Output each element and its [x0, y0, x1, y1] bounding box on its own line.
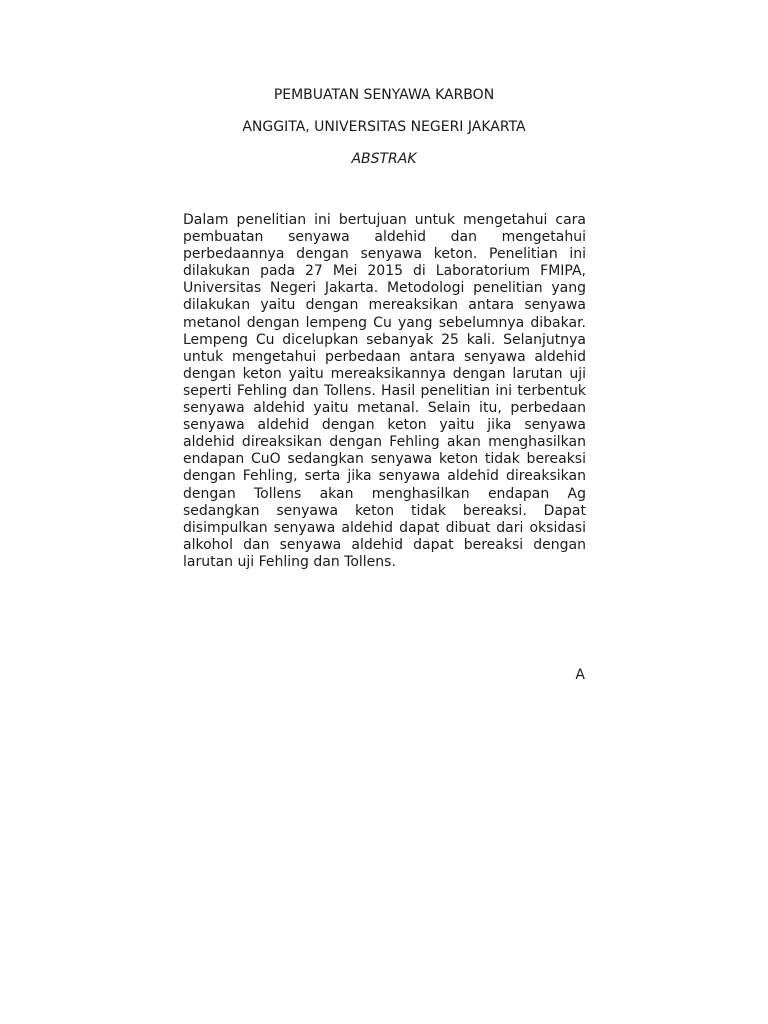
trailing-letter: A	[575, 667, 585, 683]
abstract-paragraph: Dalam penelitian ini bertujuan untuk mengetahui cara pembuatan senyawa aldehid dan mengetahui perbedaannya dengan senyawa keton. Penelitian ini dilakukan pada 27 Mei 2015 di Laboratorium FMIPA, Universitas Negeri Jakarta. Metodologi penelitian yang dilakukan yaitu dengan mereaksikan antara senyawa metanol dengan lempeng Cu yang sebelumnya dibakar. Lempeng Cu dicelupkan sebanyak 25 kali. Selanjutnya untuk mengetahui perbedaan antara senyawa aldehid dengan keton yaitu mereaksikannya dengan larutan uji seperti Fehling dan Tollens. Hasil penelitian ini terbentuk senyawa aldehid yaitu metanal. Selain itu, perbedaan senyawa aldehid dengan keton yaitu jika senyawa aldehid direaksikan dengan Fehling akan menghasilkan endapan CuO sedangkan senyawa keton tidak bereaksi dengan Fehling, serta jika senyawa aldehid direaksikan dengan Tollens akan menghasilkan endapan Ag sedangkan senyawa keton tidak bereaksi. Dapat disimpulkan senyawa aldehid dapat dibuat dari oksidasi alkohol dan senyawa aldehid dapat bereaksi dengan larutan uji Fehling dan Tollens.	[183, 212, 586, 570]
author-affiliation: ANGGITA, UNIVERSITAS NEGERI JAKARTA	[242, 119, 526, 135]
document-title: PEMBUATAN SENYAWA KARBON	[273, 87, 495, 103]
abstract-heading: ABSTRAK	[351, 151, 417, 167]
